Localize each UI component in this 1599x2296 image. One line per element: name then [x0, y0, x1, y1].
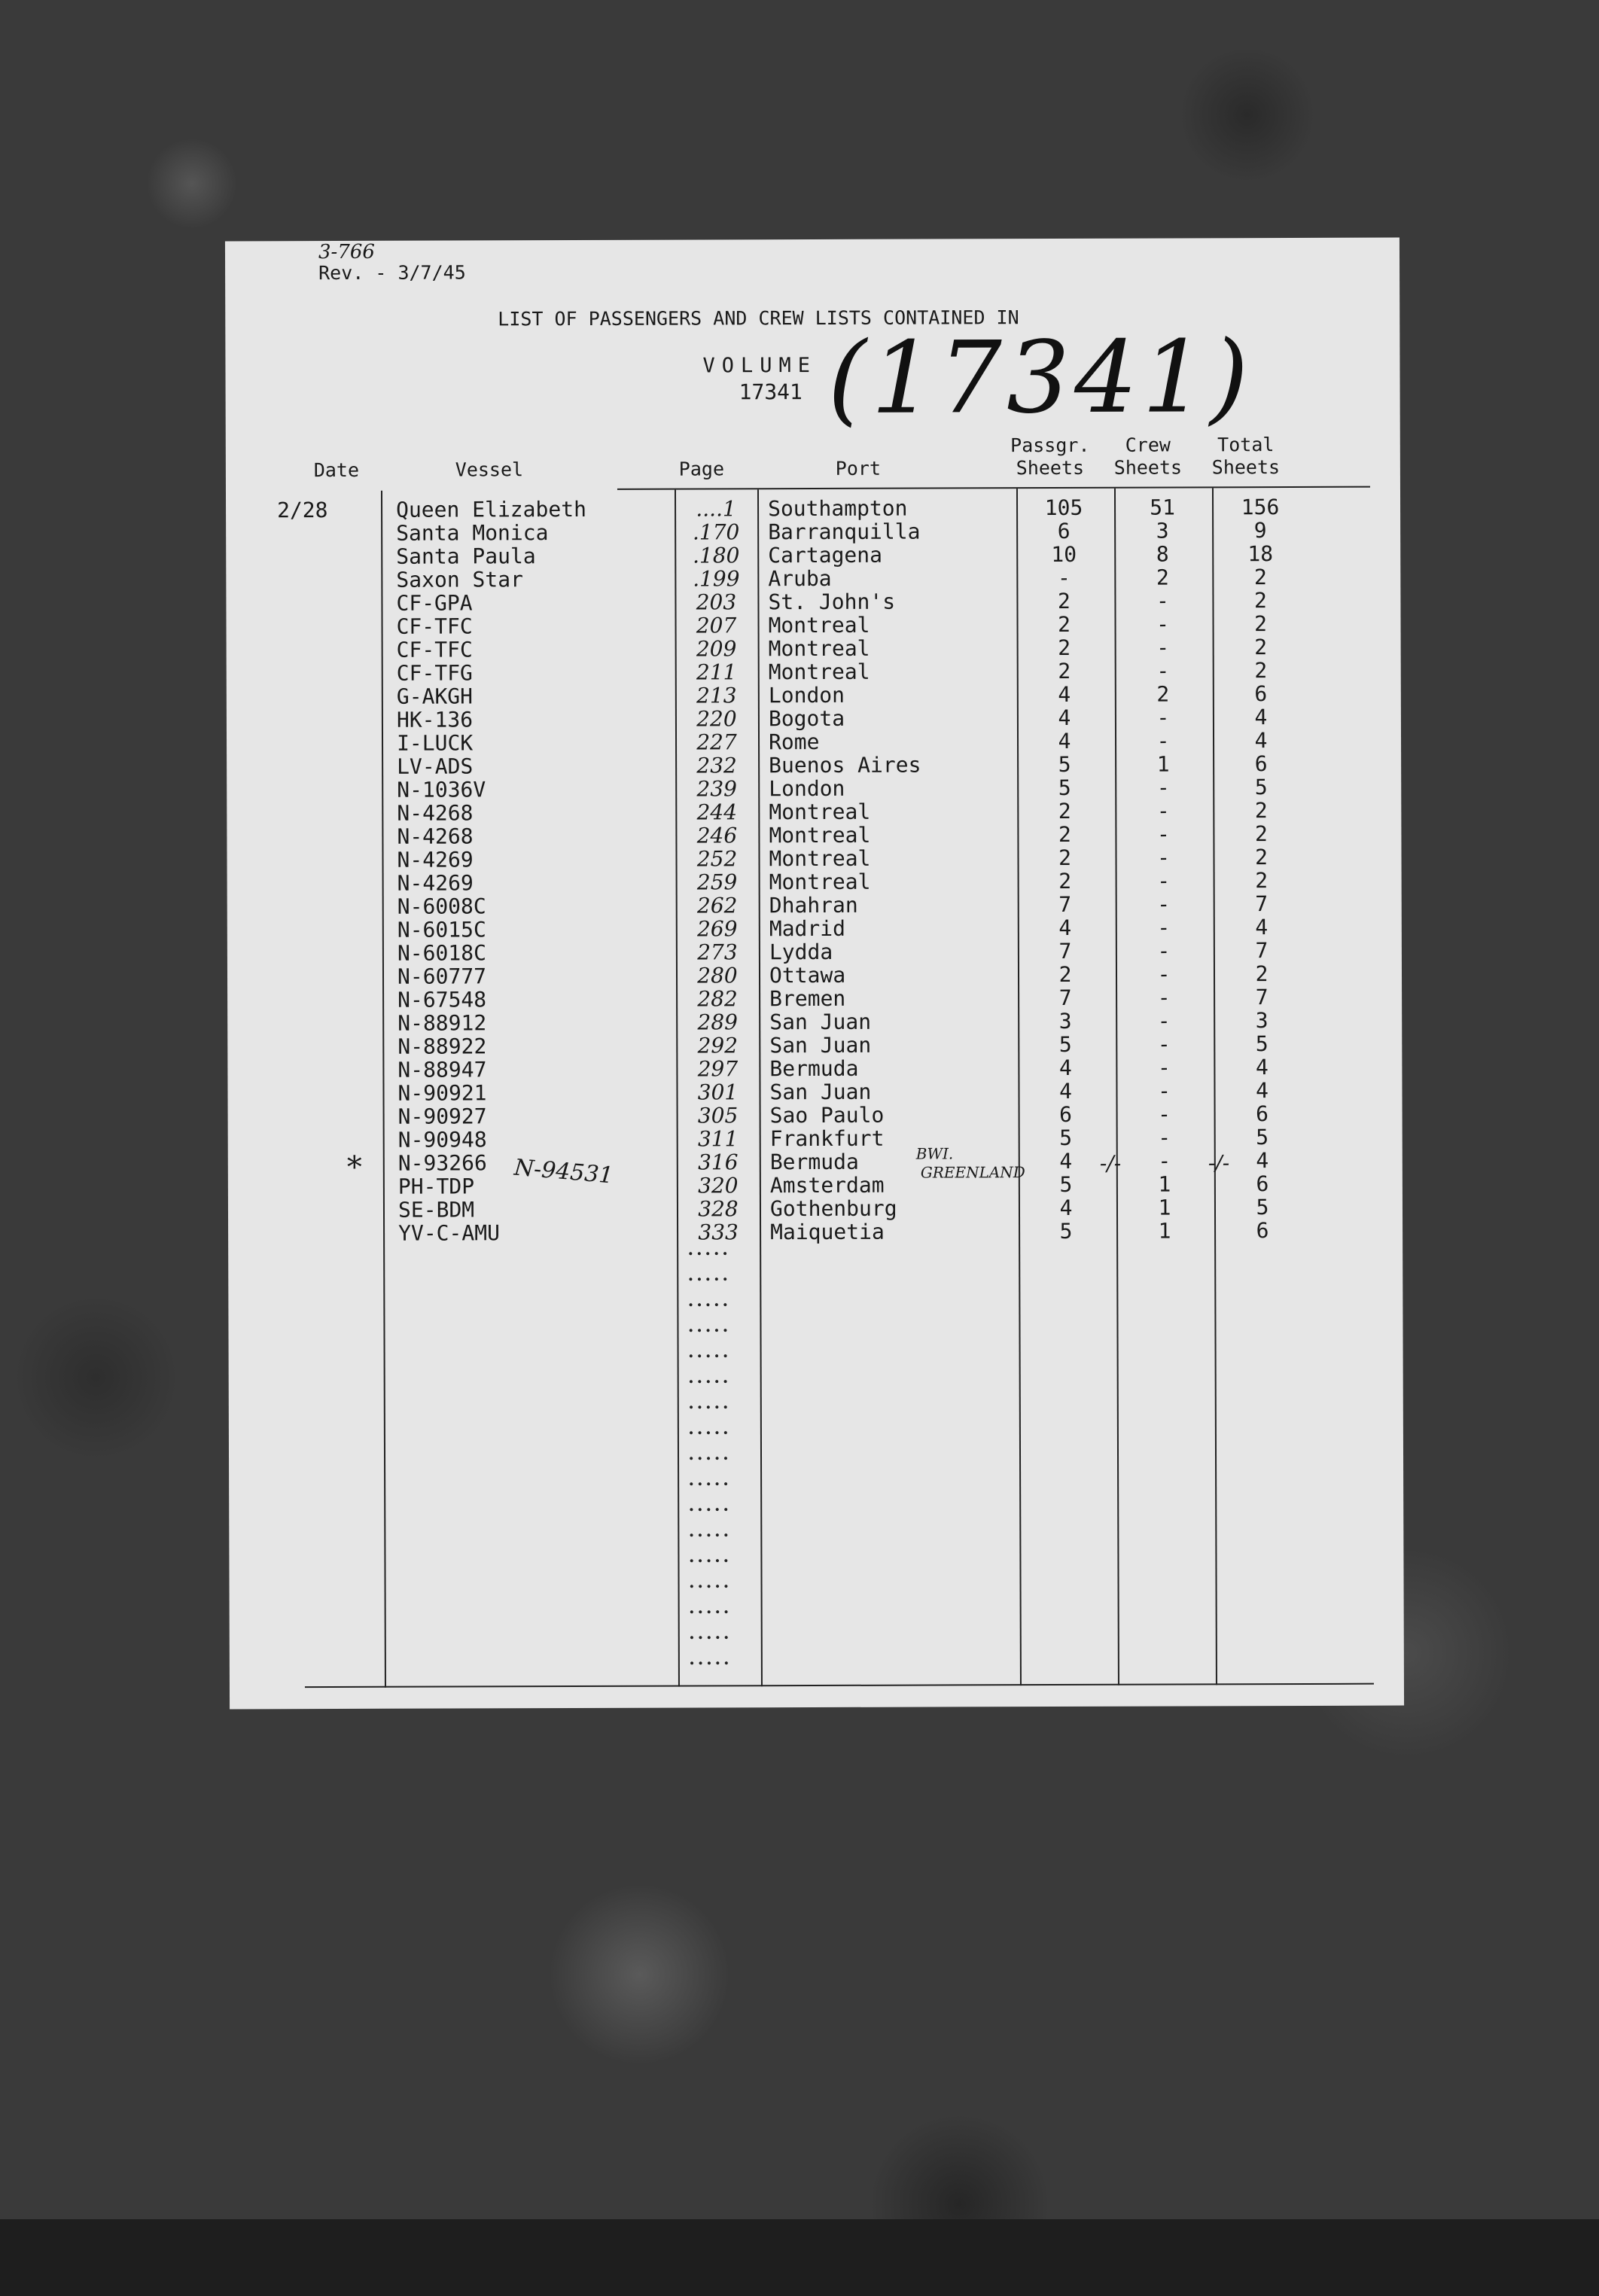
port-cell: Bermuda	[769, 1149, 859, 1175]
dot-leader: •••••	[687, 1274, 731, 1287]
port-cell: San Juan	[769, 1079, 872, 1105]
page-cell: 220	[696, 706, 737, 732]
dot-leader: •••••	[688, 1530, 732, 1542]
vessel-cell: N-6018C	[397, 940, 486, 966]
vessel-cell: N-88912	[397, 1010, 487, 1036]
passgr-cell: 2	[1057, 588, 1071, 614]
vessel-cell: CF-GPA	[396, 590, 473, 616]
page-cell: 203	[696, 589, 737, 615]
vessel-correction: N-94531	[513, 1154, 614, 1189]
passgr-cell: 3	[1058, 1008, 1072, 1034]
page-cell: 211	[696, 659, 737, 685]
port-cell: Montreal	[768, 612, 870, 638]
passgr-cell: 5	[1059, 1218, 1073, 1244]
port-cell: Montreal	[769, 869, 871, 895]
crew-cell: -	[1157, 1008, 1171, 1034]
passgr-cell: -	[1057, 565, 1071, 590]
crew-cell: 1	[1156, 751, 1170, 777]
total-cell: 2	[1255, 845, 1268, 870]
crew-cell: -	[1158, 1148, 1171, 1174]
page-cell: ....1	[696, 496, 736, 522]
crew-cell: -	[1157, 938, 1171, 964]
vessel-cell: N-90927	[397, 1104, 487, 1129]
passgr-cell: 4	[1058, 681, 1071, 707]
vessel-cell: CF-TFG	[396, 660, 473, 686]
vessel-cell: N-90948	[397, 1127, 487, 1153]
passgr-cell: 7	[1058, 891, 1072, 917]
crew-cell: -	[1157, 961, 1171, 987]
crew-cell: -	[1156, 728, 1170, 754]
total-cell: 6	[1256, 1218, 1269, 1244]
page-cell: 289	[697, 1009, 738, 1035]
column-header-crew	[1110, 434, 1186, 479]
vessel-column-rule	[381, 491, 386, 1688]
total-cell: 6	[1254, 751, 1268, 777]
crew-cell: -	[1156, 588, 1169, 614]
page-cell: 320	[698, 1173, 739, 1198]
vessel-cell: CF-TFC	[396, 637, 473, 662]
dot-leader: •••••	[688, 1581, 732, 1594]
date-cell: 2/28	[277, 498, 328, 523]
total-cell: 2	[1254, 821, 1268, 847]
column-header-page: Page	[678, 458, 725, 480]
column-header-passgr-line2: Sheets	[1016, 456, 1085, 480]
passgr-cell: 5	[1058, 1031, 1072, 1057]
crew-cell: -	[1156, 705, 1170, 730]
page-cell: 282	[697, 986, 738, 1012]
page-cell: .170	[692, 519, 740, 545]
total-cell: 9	[1253, 518, 1267, 544]
vessel-cell: PH-TDP	[397, 1174, 475, 1199]
passgr-cell: 2	[1058, 821, 1071, 847]
port-cell: San Juan	[769, 1009, 872, 1035]
port-cell: San Juan	[769, 1032, 872, 1058]
page-cell: 311	[697, 1126, 739, 1152]
document-page	[225, 238, 1404, 1710]
page-cell: 262	[696, 893, 738, 918]
port-cell: Aruba	[768, 565, 832, 592]
crew-cell: 2	[1156, 681, 1170, 707]
vessel-cell: N-4268	[397, 800, 474, 826]
passgr-cell: 6	[1059, 1101, 1073, 1127]
vessel-cell: N-4268	[397, 824, 474, 849]
port-cell: Rome	[768, 729, 820, 755]
port-cell: Montreal	[768, 635, 870, 662]
page-cell: 305	[697, 1103, 739, 1128]
crew-cell: 1	[1158, 1171, 1171, 1197]
port-cell: London	[769, 775, 845, 802]
column-header-total	[1205, 434, 1287, 479]
column-header-total-line1: Total	[1217, 434, 1275, 456]
crew-cell: 1	[1158, 1218, 1171, 1244]
port-cell: Bermuda	[769, 1055, 859, 1082]
page-cell: 246	[696, 823, 738, 848]
port-cell: Montreal	[769, 845, 871, 872]
passgr-cell: 4	[1058, 915, 1072, 940]
passgr-cell: 4	[1058, 1055, 1072, 1080]
vessel-cell: N-93266	[397, 1150, 487, 1176]
passgr-cell: 2	[1058, 961, 1072, 987]
total-correction: -/-	[1208, 1150, 1230, 1176]
port-cell: St. John's	[768, 589, 896, 615]
passgr-cell: 2	[1058, 635, 1071, 660]
port-cell: Bogota	[768, 705, 845, 732]
volume-number: 17341	[739, 379, 803, 405]
crew-cell: -	[1156, 798, 1170, 824]
vessel-cell: N-67548	[397, 987, 487, 1012]
total-cell: 4	[1254, 728, 1268, 754]
vessel-cell: Queen Elizabeth	[396, 496, 586, 522]
page-cell: .199	[693, 566, 740, 592]
total-cell: 4	[1256, 1148, 1269, 1174]
total-cell: 18	[1247, 541, 1274, 567]
port-cell: Southampton	[768, 495, 908, 522]
total-cell: 2	[1254, 635, 1268, 660]
vessel-cell: I-LUCK	[396, 730, 474, 756]
page-cell: 252	[696, 846, 738, 872]
crew-cell: -	[1156, 821, 1170, 847]
total-cell: 6	[1254, 681, 1268, 707]
total-cell: 2	[1254, 611, 1268, 637]
port-cell: Cartagena	[768, 542, 883, 568]
total-cell: 7	[1255, 891, 1269, 917]
footer-rule	[305, 1683, 1374, 1688]
page-cell: 239	[696, 776, 737, 802]
crew-cell: -	[1158, 1125, 1171, 1150]
page-cell: 333	[698, 1220, 739, 1245]
port-correction-1: BWI.	[915, 1144, 954, 1163]
dot-leader: •••••	[688, 1453, 732, 1466]
passgr-cell: 4	[1058, 728, 1071, 754]
passgr-cell: 4	[1059, 1195, 1073, 1220]
page-cell: 209	[696, 636, 737, 662]
vessel-cell: HK-136	[396, 707, 474, 732]
passgr-cell: 6	[1057, 518, 1071, 544]
passgr-correction: -/-	[1099, 1150, 1122, 1176]
film-strip-edge	[0, 2219, 1599, 2296]
port-cell: Dhahran	[769, 892, 858, 918]
dot-leader: •••••	[688, 1504, 732, 1517]
port-cell: Montreal	[769, 799, 871, 825]
vessel-cell: CF-TFC	[396, 614, 473, 639]
page-cell: 227	[696, 729, 737, 755]
vessel-cell: SE-BDM	[397, 1197, 475, 1223]
page-cell: 280	[697, 963, 738, 988]
total-cell: 5	[1256, 1195, 1269, 1220]
total-cell: 5	[1256, 1125, 1269, 1150]
column-header-port: Port	[835, 457, 882, 480]
page-cell: 316	[698, 1150, 739, 1175]
port-cell: Amsterdam	[769, 1172, 885, 1198]
crew-cell: 1	[1158, 1195, 1171, 1220]
page-cell: 269	[697, 916, 738, 942]
crew-cell: 8	[1156, 541, 1169, 567]
passgr-cell: 5	[1059, 1171, 1073, 1197]
total-cell: 7	[1255, 938, 1269, 964]
port-cell: Buenos Aires	[769, 752, 921, 778]
page-cell: .180	[693, 543, 740, 568]
vessel-cell: N-88922	[397, 1034, 487, 1059]
page-cell: 273	[697, 939, 738, 965]
passgr-cell: 7	[1058, 938, 1072, 964]
page-cell: 232	[696, 753, 737, 778]
dot-leader: •••••	[688, 1632, 732, 1645]
port-cell: Frankfurt	[769, 1125, 885, 1152]
column-header-total-line2: Sheets	[1211, 456, 1281, 479]
page-title: LIST OF PASSENGERS AND CREW LISTS CONTAINED IN	[498, 306, 1019, 330]
dot-leader: •••••	[687, 1325, 731, 1338]
vessel-cell: Saxon Star	[396, 567, 523, 592]
passgr-cell: 4	[1058, 705, 1071, 730]
column-header-crew-line1: Crew	[1125, 434, 1171, 456]
crew-cell: -	[1158, 1101, 1171, 1127]
dot-leader: •••••	[687, 1350, 731, 1363]
revision-date: Rev. - 3/7/45	[318, 261, 466, 285]
vessel-cell: N-60777	[397, 964, 487, 989]
port-cell: Ottawa	[769, 962, 846, 988]
total-cell: 2	[1253, 588, 1267, 614]
total-cell: 2	[1254, 798, 1268, 824]
passgr-cell: 2	[1058, 658, 1071, 684]
asterisk-mark: *	[346, 1150, 362, 1185]
total-cell: 5	[1254, 775, 1268, 800]
vessel-cell: Santa Paula	[396, 544, 536, 569]
port-cell: Maiquetia	[770, 1219, 885, 1245]
vessel-cell: N-90921	[397, 1080, 487, 1106]
crew-cell: 3	[1156, 518, 1169, 544]
port-correction-2: GREENLAND	[920, 1163, 1025, 1182]
dot-leader: •••••	[687, 1299, 731, 1312]
crew-cell: -	[1157, 845, 1170, 870]
column-header-passgr-line1: Passgr.	[1010, 434, 1090, 457]
vessel-cell: N-1036V	[397, 777, 486, 802]
crew-cell: -	[1157, 985, 1171, 1010]
port-cell: London	[768, 682, 845, 708]
total-cell: 2	[1253, 565, 1267, 590]
page-cell: 207	[696, 613, 737, 638]
passgr-cell: 5	[1059, 1125, 1073, 1150]
passgr-cell: 2	[1058, 845, 1071, 870]
crew-cell: -	[1156, 775, 1170, 800]
total-cell: 7	[1255, 985, 1269, 1010]
port-cell: Madrid	[769, 915, 846, 942]
total-cell: 6	[1256, 1101, 1269, 1127]
volume-handwritten: (17341)	[827, 319, 1253, 437]
total-cell: 4	[1255, 1055, 1269, 1080]
passgr-cell: 2	[1058, 798, 1071, 824]
dot-leader: •••••	[687, 1427, 732, 1440]
passgr-cell: 10	[1051, 541, 1077, 568]
total-cell: 4	[1256, 1078, 1269, 1104]
vessel-cell: N-4269	[397, 870, 474, 896]
port-cell: Barranquilla	[768, 519, 921, 545]
crew-cell: -	[1157, 891, 1171, 917]
passgr-cell: 7	[1058, 985, 1072, 1010]
page-column-rule-left	[675, 490, 680, 1687]
vessel-cell: N-88947	[397, 1057, 487, 1083]
crew-cell: -	[1156, 635, 1170, 660]
crew-cell: -	[1156, 611, 1170, 637]
vessel-cell: Santa Monica	[396, 520, 549, 546]
total-cell: 3	[1255, 1008, 1269, 1034]
passgr-cell: 2	[1058, 868, 1072, 894]
passgr-cell: 4	[1059, 1078, 1072, 1104]
page-cell: 292	[697, 1033, 739, 1058]
passgr-cell: 5	[1058, 775, 1071, 800]
page-cell: 297	[697, 1056, 739, 1082]
total-cell: 2	[1255, 868, 1269, 894]
vessel-cell: G-AKGH	[396, 684, 474, 709]
vessel-cell: YV-C-AMU	[398, 1220, 500, 1246]
page-cell: 213	[696, 683, 737, 708]
page-column-rule-right	[757, 489, 763, 1686]
dot-leader: •••••	[688, 1606, 732, 1619]
dot-leader: •••••	[687, 1376, 731, 1389]
page-cell: 259	[696, 869, 738, 895]
column-header-crew-line2: Sheets	[1113, 456, 1183, 479]
dot-leader: •••••	[687, 1402, 731, 1414]
port-cell: Lydda	[769, 939, 833, 965]
passgr-cell: 5	[1058, 751, 1071, 777]
vessel-cell: N-6015C	[397, 917, 486, 942]
crew-cell: -	[1158, 1078, 1171, 1104]
total-cell: 5	[1255, 1031, 1269, 1057]
page-cell: 301	[697, 1079, 739, 1105]
dot-leader: •••••	[688, 1555, 732, 1568]
page-cell: 328	[698, 1196, 739, 1222]
crew-cell: -	[1157, 1031, 1171, 1057]
total-cell: 156	[1241, 495, 1280, 520]
total-cell: 4	[1254, 705, 1268, 730]
vessel-cell: LV-ADS	[397, 754, 474, 779]
port-cell: Montreal	[769, 822, 871, 848]
dot-leader: •••••	[687, 1248, 731, 1261]
crew-cell: 2	[1156, 565, 1169, 590]
header-rule	[617, 486, 1370, 490]
column-header-date: Date	[313, 458, 360, 482]
total-cell: 4	[1255, 915, 1269, 940]
crew-cell: -	[1156, 658, 1170, 684]
port-cell: Gothenburg	[769, 1195, 897, 1222]
column-header-vessel: Vessel	[455, 458, 524, 481]
page-cell: 244	[696, 799, 738, 825]
total-cell: 2	[1255, 961, 1269, 987]
dot-leader: •••••	[688, 1478, 732, 1491]
vessel-cell: N-4269	[397, 847, 474, 872]
port-cell: Bremen	[769, 985, 846, 1012]
crew-cell: -	[1157, 1055, 1171, 1080]
crew-cell: -	[1157, 868, 1171, 894]
crew-cell: -	[1157, 915, 1171, 940]
port-cell: Sao Paulo	[769, 1102, 885, 1128]
volume-label: VOLUME	[702, 353, 818, 378]
column-header-passgr	[1009, 434, 1092, 480]
passgr-cell: 4	[1059, 1148, 1073, 1174]
vessel-cell: N-6008C	[397, 894, 486, 919]
crew-cell: 51	[1150, 495, 1175, 520]
passgr-cell: 2	[1058, 611, 1071, 637]
passgr-cell: 105	[1044, 495, 1083, 521]
port-cell: Montreal	[768, 659, 870, 685]
form-number: 3-766	[318, 240, 375, 264]
dot-leader: •••••	[688, 1658, 732, 1670]
total-cell: 6	[1256, 1171, 1269, 1197]
total-cell: 2	[1254, 658, 1268, 684]
